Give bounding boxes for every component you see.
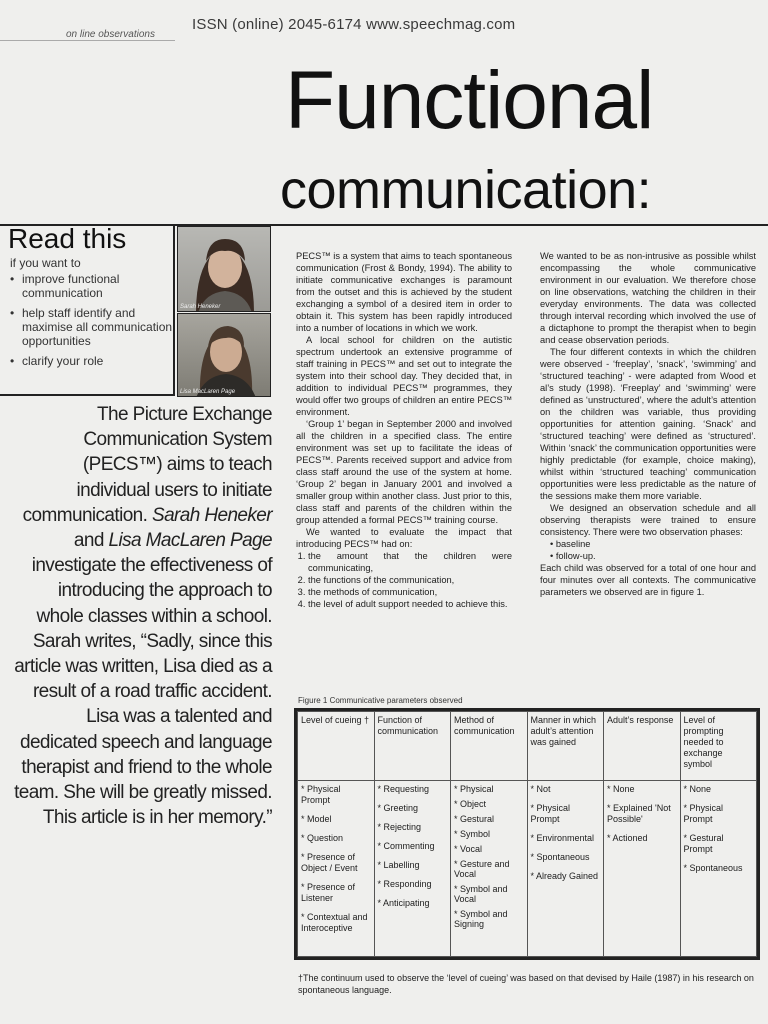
table-entry: * Commenting — [378, 841, 448, 852]
list-item: 4. the level of adult support needed to achieve this. — [308, 598, 512, 610]
portrait-icon — [178, 227, 271, 312]
table-entry: * Presence of Object / Event — [301, 852, 371, 874]
table-cell — [374, 781, 451, 957]
author-name: Sarah Heneker — [152, 504, 272, 526]
read-this-item: • clarify your role — [8, 354, 173, 368]
table-entry: * Object — [454, 799, 524, 809]
table-entry: * Physical Prompt — [531, 803, 601, 825]
table-entry: * Gestural — [454, 814, 524, 824]
paragraph: ‘Group 1’ began in September 2000 and involved all the children in a specified class. The entire environment was set up to facilitate the ideas of PECS™. Parents received support and advice from class staff around the use of the system at home. ‘Group 2’ began in January 2001 and involved a smaller group within another class. Just prior to this, class staff and parents of the children within the group attended a formal PECS™ training course. — [296, 419, 512, 525]
table-cell — [527, 781, 604, 957]
table-entry: * Greeting — [378, 803, 448, 814]
standfirst-text: investigate the effectiveness of introducing the approach to whole classes within a school. Sarah writes, “Sadly, since this article was written, Lisa died as a result of a road traffic accident. Lisa was a talented and dedicated speech and language therapist and friend to the whole team. She will be greatly missed. This article is in her memory.” — [14, 555, 272, 829]
column-header: Function of communication — [374, 712, 451, 781]
figure-1-table-box — [294, 708, 760, 960]
paragraph: Each child was observed for a total of one hour and four minutes over all contexts. The communicative parameters we observed are in figure 1. — [540, 563, 756, 597]
table-entry: * Physical Prompt — [684, 803, 754, 825]
standfirst-text: and — [73, 530, 109, 552]
table-entry: * Spontaneous — [684, 863, 754, 874]
table-entry: * Symbol and Vocal — [454, 884, 524, 904]
column-header: Level of cueing † — [298, 712, 375, 781]
body-column-1 — [296, 250, 512, 610]
paragraph: PECS™ is a system that aims to teach spontaneous communication (Frost & Bondy, 1994). The ability to initiate communicative exchanges is paramount from the outset and this is achieved by the student exchanging a symbol of a desired item in order to obtain it. This system has been rapidly introduced into a number of locations in which we work. — [296, 251, 512, 333]
author-photo-lisa — [177, 313, 271, 397]
read-this-intro: if you want to — [10, 256, 81, 270]
photo-caption: Sarah Heneker — [180, 304, 221, 310]
table-entry: * Gestural Prompt — [684, 833, 754, 855]
parameters-table — [297, 711, 757, 957]
table-cell — [604, 781, 681, 957]
author-name: Lisa MacLaren Page — [108, 530, 272, 552]
author-photo-sarah — [177, 226, 271, 312]
table-header-row — [298, 712, 757, 781]
column-header: Level of prompting needed to exchange symbol — [680, 712, 757, 781]
paragraph: We designed an observation schedule and all observing therapists were trained to ensure consistency. There were two observation phases: — [540, 503, 756, 537]
column-header: Method of communication — [451, 712, 528, 781]
headline-line-1: Functional — [285, 55, 654, 146]
table-entry: * Requesting — [378, 784, 448, 795]
table-entry: * None — [607, 784, 677, 795]
table-entry: * Actioned — [607, 833, 677, 844]
portrait-icon — [178, 314, 271, 397]
table-entry: * Rejecting — [378, 822, 448, 833]
table-row — [298, 781, 757, 957]
table-entry: * Physical — [454, 784, 524, 794]
table-entry: * Explained 'Not Possible' — [607, 803, 677, 825]
photo-caption: Lisa MacLaren Page — [180, 389, 236, 395]
column-header: Adult’s response — [604, 712, 681, 781]
table-cell — [298, 781, 375, 957]
figure-caption: Figure 1 Communicative parameters observed — [298, 696, 463, 705]
read-this-item: • help staff identify and maximise all communication opportunities — [8, 306, 173, 348]
table-entry: * Environmental — [531, 833, 601, 844]
table-entry: * Not — [531, 784, 601, 795]
standfirst — [8, 402, 272, 830]
paragraph: A local school for children on the autistic spectrum undertook an extensive programme of staff training in PECS™ and set out to integrate the system into their school day. They decided that, in addition to individual PECS™ programmes, they would offer two groups of children an entire PECS™ environment. — [296, 335, 512, 417]
table-cell — [680, 781, 757, 957]
list-item: • follow-up. — [550, 550, 756, 562]
table-cell — [451, 781, 528, 957]
list-item: 1. the amount that the children were communicating, — [308, 550, 512, 574]
standfirst-text: The Picture Exchange Communication System (PECS™) aims to teach individual users to initiate communication. — [22, 404, 272, 526]
headline-line-2: communication: — [280, 160, 652, 220]
table-entry: * Presence of Listener — [301, 882, 371, 904]
table-entry: * Gesture and Vocal — [454, 859, 524, 879]
list-item: 2. the functions of the communication, — [308, 574, 512, 586]
table-entry: * Responding — [378, 879, 448, 890]
table-entry: * Vocal — [454, 844, 524, 854]
column-header: Manner in which adult’s attention was gained — [527, 712, 604, 781]
table-entry: * Labelling — [378, 860, 448, 871]
figure-footnote: †The continuum used to observe the ‘level of cueing’ was based on that devised by Haile (1987) in his research on spontaneous language. — [298, 973, 754, 995]
table-entry: * Spontaneous — [531, 852, 601, 863]
table-entry: * Physical Prompt — [301, 784, 371, 806]
table-entry: * Already Gained — [531, 871, 601, 882]
read-this-list — [8, 272, 173, 374]
phase-list — [540, 538, 756, 562]
paragraph: The four different contexts in which the children were observed - ‘freeplay’, ‘snack’, ‘swimming’ and ‘structured teaching’ - were adapted from Wood et al’s study (1998). ‘Freeplay’ and ‘swimming’ were defined as ‘unstructured’, where the adult’s attention on the children was variable, thus providing opportunities for attention gaining. ‘Snack’ and ‘structured teaching’ were defined as ‘structured’. Within ‘snack’ the communication opportunities were highly predictable (for example, choice making), whilst within ‘structured teaching’ communication opportunities were less predictable as the nature of the sessions make them more variable. — [540, 347, 756, 501]
paragraph: We wanted to be as non-intrusive as possible whilst encompassing the whole communicative environment in our evaluation. We therefore chose on line observations, watching the children in their everyday environments. The data was collected through interval recording which involved the use of a dictaphone to prompt the therapist when to begin and cease observation periods. — [540, 251, 756, 345]
list-item: 3. the methods of communication, — [308, 586, 512, 598]
list-item: • baseline — [550, 538, 756, 550]
table-entry: * Model — [301, 814, 371, 825]
table-entry: * Question — [301, 833, 371, 844]
issn-header: ISSN (online) 2045-6174 www.speechmag.com — [192, 16, 516, 33]
table-entry: * Symbol — [454, 829, 524, 839]
section-divider — [0, 40, 175, 41]
table-entry: * Contextual and Interoceptive — [301, 912, 371, 934]
table-entry: * None — [684, 784, 754, 795]
table-entry: * Symbol and Signing — [454, 909, 524, 929]
read-this-item: • improve functional communication — [8, 272, 173, 300]
paragraph: We wanted to evaluate the impact that introducing PECS™ had on: — [296, 527, 512, 549]
read-this-heading: Read this — [8, 223, 127, 254]
section-tag: on line observations — [66, 29, 155, 40]
table-entry: * Anticipating — [378, 898, 448, 909]
body-column-2 — [540, 250, 756, 598]
evaluation-list — [296, 550, 512, 610]
